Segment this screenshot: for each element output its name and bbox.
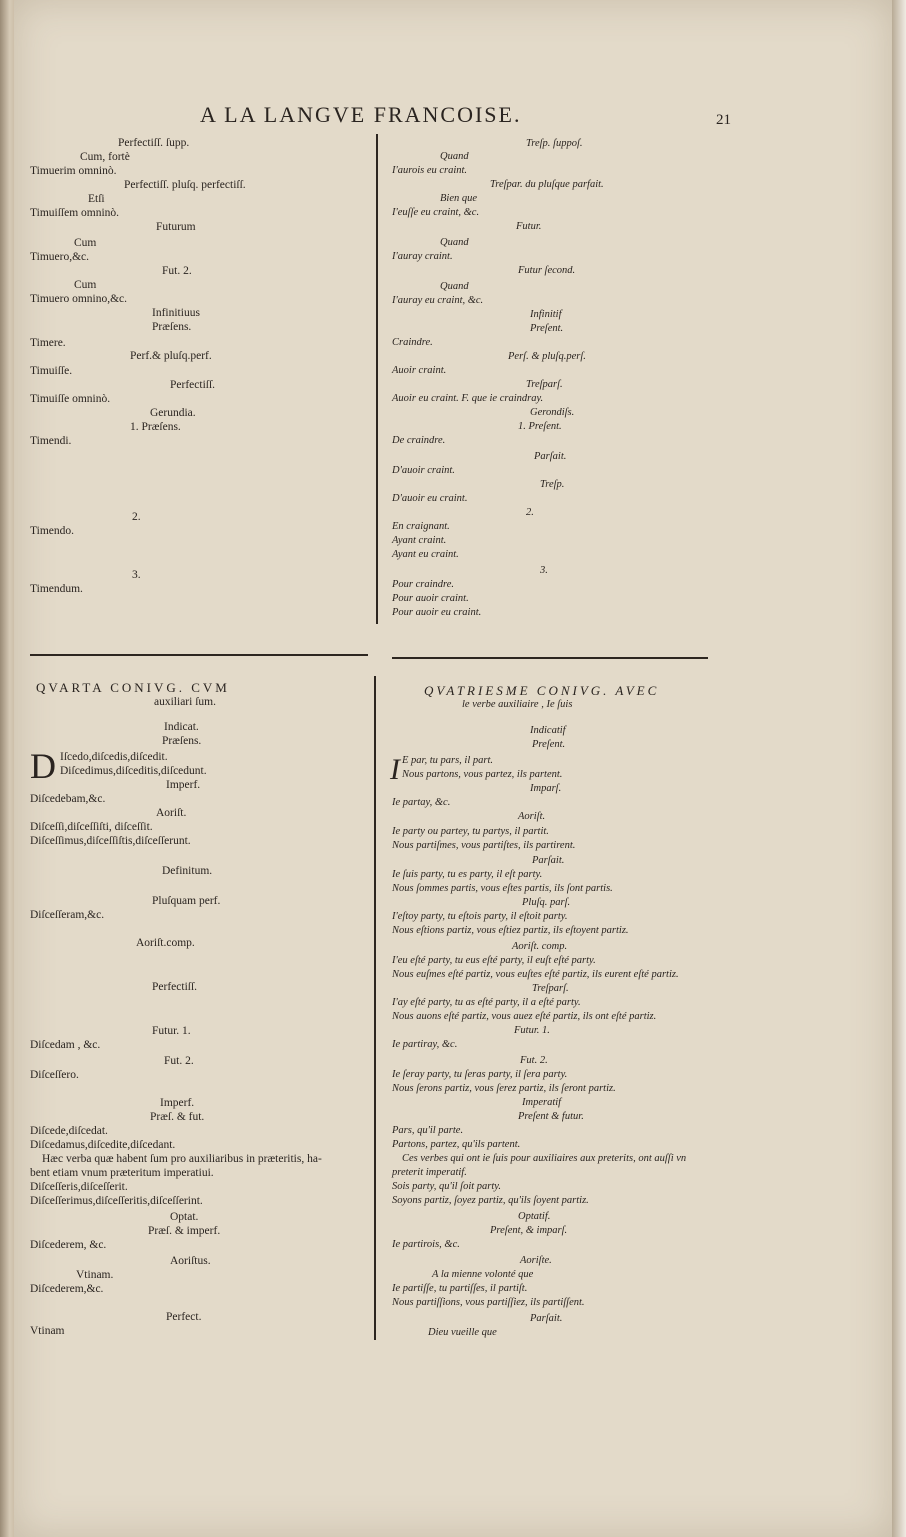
text-line: Preſent. [530,323,564,334]
text-line: Optatif. [518,1211,551,1222]
text-line: Vtinam [30,1325,65,1337]
text-line: Diſcedam , &c. [30,1039,101,1051]
text-line: Aoriſt. [518,811,546,822]
text-line: Timendo. [30,525,74,537]
page-edge-right [892,0,906,1537]
text-line: I'ay eſté party, tu as eſté party, il a eſté party. [392,997,581,1008]
text-line: Preſent. [532,739,566,750]
text-line: Ie partirois, &c. [392,1239,460,1250]
text-line: Preſent, & imparſ. [490,1225,568,1236]
text-line: Ie party ou partey, tu partys, il partit. [392,826,549,837]
text-line: Indicatif [530,725,566,736]
text-line: Craindre. [392,337,433,348]
text-line: Pour auoir craint. [392,593,469,604]
text-line: Aoriſte. [520,1255,552,1266]
text-line: Fut. 2. [520,1055,548,1066]
text-line: Perf.& pluſq.perf. [130,350,212,362]
text-line: Perſ. & pluſq.perſ. [508,351,586,362]
text-line: Auoir craint. [392,365,447,376]
text-line: Parſait. [534,451,567,462]
text-line: Timuero,&c. [30,251,89,263]
text-line: Iſcedo,diſcedis,diſcedit. [60,751,168,763]
text-line: I'eu eſté party, tu eus eſté party, il euſt eſté party. [392,955,596,966]
text-line: Hæc verba quæ habent ſum pro auxiliaribus in præteritis, ha- [42,1153,322,1165]
text-line: Pluſq. parſ. [522,897,571,908]
text-line: De craindre. [392,435,446,446]
text-line: Ayant craint. [392,535,447,546]
text-line: Indicat. [164,721,199,733]
page-number: 21 [716,112,731,128]
text-line: Quand [440,151,469,162]
text-line: Pars, qu'il parte. [392,1125,464,1136]
text-line: Diſceſſeram,&c. [30,909,105,921]
text-line: Nous eſtions partiz, vous eſtiez partiz, ils eſtoyent partiz. [392,925,629,936]
text-line: Diſceſſi,diſceſſiſti, diſceſſit. [30,821,153,833]
text-line: Nous partiſmes, vous partiſtes, ils partirent. [392,840,576,851]
text-line: Bien que [440,193,478,204]
text-line: Perfectiſſ. pluſq. perfectiſſ. [124,179,246,191]
text-line: Perfectiſſ. [152,981,198,993]
text-line: 1. Præſens. [130,421,181,433]
text-line: I'euſſe eu craint, &c. [392,207,480,218]
right-section-heading: QVATRIESME CONIVG. AVEC [424,683,660,698]
text-line: 1. Preſent. [518,421,562,432]
left-section-subheading: auxiliari ſum. [154,696,216,708]
text-line: Infinitif [530,309,562,320]
text-line: Imperatif [522,1097,562,1108]
text-line: Futur. 1. [514,1025,550,1036]
text-line: Imperf. [166,779,201,791]
text-line: Timuero omnino,&c. [30,293,128,305]
text-line: Soyons partiz, ſoyez partiz, qu'ils ſoyent partiz. [392,1195,589,1206]
text-line: Partons, partez, qu'ils partent. [392,1139,521,1150]
section-rule-left [30,654,368,656]
text-line: Imparſ. [530,783,562,794]
text-line: Cum, fortè [80,151,130,163]
text-line: Aoriſt. [156,807,187,819]
text-line: Treſparſ. [526,379,563,390]
text-line: Futur. 1. [152,1025,191,1037]
right-drop-cap: I [390,753,400,786]
text-line: 3. [540,565,548,576]
text-line: D'auoir eu craint. [392,493,468,504]
running-head: A LA LANGVE FRANCOISE. [200,102,522,127]
text-line: Nous partiſſions, vous partiſſiez, ils partiſſent. [392,1297,585,1308]
text-line: Perfect. [166,1311,202,1323]
text-line: Diſceſſimus,diſceſſiſtis,diſceſſerunt. [30,835,191,847]
text-line: Præſ. & imperf. [148,1225,221,1237]
text-line: Ie ſuis party, tu es party, il eſt party. [392,869,543,880]
column-rule-bottom [374,676,376,1340]
text-line: Ayant eu craint. [392,549,459,560]
left-drop-cap: D [30,746,56,786]
text-line: Diſceſſero. [30,1069,79,1081]
text-line: I'auray craint. [392,251,453,262]
text-line: Futur ſecond. [518,265,576,276]
text-line: Præſ. & fut. [150,1111,205,1123]
text-line: Gerundia. [150,407,196,419]
text-line: Definitum. [162,865,213,877]
text-line: Infinitiuus [152,307,200,319]
text-line: Ces verbes qui ont ie ſuis pour auxiliaires aux preterits, ont auſſi vn [402,1153,687,1164]
text-line: Dieu vueille que [428,1327,497,1338]
text-line: Etſi [88,193,105,205]
text-line: Quand [440,237,469,248]
text-line: Diſcederem, &c. [30,1239,107,1251]
text-line: 2. [526,507,534,518]
text-line: Aoriſtus. [170,1255,211,1267]
text-line: Nous ſerons partiz, vous ſerez partiz, ils ſeront partiz. [392,1083,616,1094]
text-line: Perfectiſſ. ſupp. [118,137,190,149]
right-section-subheading: le verbe auxiliaire , Ie ſuis [462,699,573,710]
text-line: Diſceſſerimus,diſceſſeritis,diſceſſerint. [30,1195,203,1207]
text-line: Treſparſ. [532,983,569,994]
text-line: Nous partons, vous partez, ils partent. [402,769,563,780]
text-line: Ie partiſſe, tu partiſſes, il partiſt. [392,1283,528,1294]
text-line: Diſcederem,&c. [30,1283,104,1295]
text-line: preterit imperatif. [392,1167,467,1178]
text-line: Optat. [170,1211,199,1223]
text-line: Diſcedimus,diſceditis,diſcedunt. [60,765,207,777]
text-line: Quand [440,281,469,292]
text-line: Timuiſſem omninò. [30,207,120,219]
column-rule-top [376,134,378,624]
text-line: Aoriſt. comp. [512,941,568,952]
text-line: Timuiſſe omninò. [30,393,111,405]
text-line: Nous ſommes partis, vous eſtes partis, ils ſont partis. [392,883,613,894]
section-rule-right [392,657,708,659]
text-line: Futur. [516,221,542,232]
text-line: Preſent & futur. [518,1111,584,1122]
text-line: Pour craindre. [392,579,455,590]
text-line: Fut. 2. [164,1055,194,1067]
text-line: E par, tu pars, il part. [402,755,494,766]
text-line: Præſens. [162,735,202,747]
text-line: A la mienne volonté que [432,1269,534,1280]
text-line: D'auoir craint. [392,465,455,476]
text-line: Diſcedamus,diſcedite,diſcedant. [30,1139,176,1151]
text-line: Futurum [156,221,196,233]
text-line: Timere. [30,337,66,349]
text-line: Pour auoir eu craint. [392,607,482,618]
text-line: Auoir eu craint. F. que ie craindray. [392,393,544,404]
text-line: Timendum. [30,583,83,595]
text-line: Cum [74,279,97,291]
text-line: En craignant. [392,521,450,532]
text-line: Parſait. [532,855,565,866]
text-line: Parſait. [530,1313,563,1324]
text-line: Timendi. [30,435,72,447]
text-line: Præſens. [152,321,192,333]
text-line: Vtinam. [76,1269,114,1281]
text-line: Aoriſt.comp. [136,937,195,949]
text-line: Fut. 2. [162,265,192,277]
text-line: Sois party, qu'il ſoit party. [392,1181,502,1192]
text-line: Diſcede,diſcedat. [30,1125,108,1137]
text-line: Treſp. ſuppoſ. [526,138,583,149]
text-line: Cum [74,237,97,249]
text-line: 3. [132,569,141,581]
text-line: Treſp. [540,479,565,490]
text-line: Nous auons eſté partiz, vous auez eſté partiz, ils ont eſté partiz. [392,1011,657,1022]
text-line: I'auray eu craint, &c. [392,295,484,306]
text-line: Diſcedebam,&c. [30,793,106,805]
text-line: I'eſtoy party, tu eſtois party, il eſtoit party. [392,911,568,922]
text-line: Gerondiſs. [530,407,575,418]
text-line: Treſpar. du pluſque parfait. [490,179,604,190]
text-line: Perfectiſſ. [170,379,216,391]
text-line: Diſceſſeris,diſceſſerit. [30,1181,128,1193]
text-line: Imperf. [160,1097,195,1109]
text-line: Timuerim omninò. [30,165,117,177]
page-gutter-left [0,0,14,1537]
text-line: bent etiam vnum præteritum imperatiui. [30,1167,214,1179]
left-section-heading: QVARTA CONIVG. CVM [36,680,230,695]
text-line: Ie partiray, &c. [392,1039,458,1050]
text-line: Nous euſmes eſté partiz, vous euſtes eſté partiz, ils eurent eſté partiz. [392,969,679,980]
text-line: Pluſquam perf. [152,895,221,907]
text-line: 2. [132,511,141,523]
text-line: I'aurois eu craint. [392,165,468,176]
text-line: Ie partay, &c. [392,797,451,808]
text-line: Timuiſſe. [30,365,73,377]
text-line: Ie ſeray party, tu ſeras party, il ſera party. [392,1069,568,1080]
